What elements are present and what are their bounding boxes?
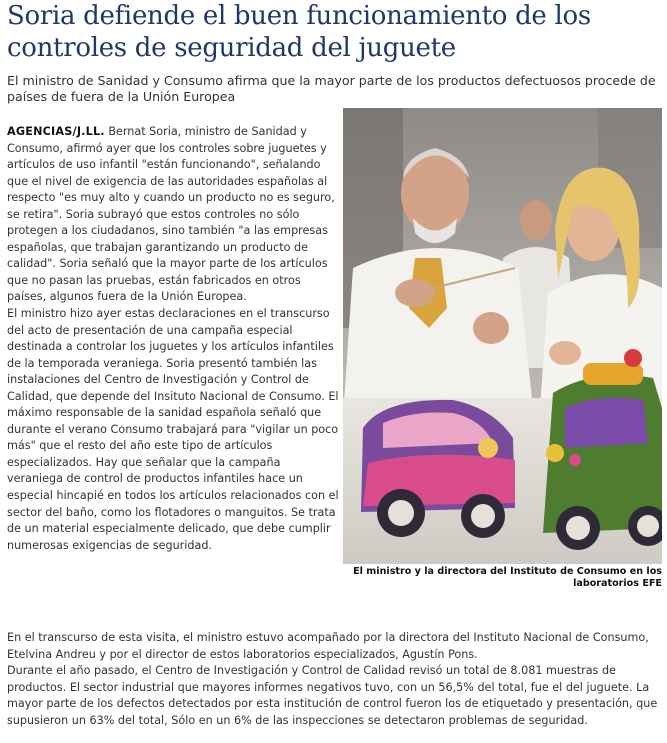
article-headline: Soria defiende el buen funcionamiento de los controles de seguridad del juguete	[7, 1, 591, 63]
paragraph-3: En el transcurso de esta visita, el ministro estuvo acompañado por la directora del Instituto Nacional de Consumo, Etelvina Andreu y por el director de estos laboratorios especializados, Agustín Pons.	[7, 631, 649, 661]
photo-caption: El ministro y la directora del Instituto de Consumo en los laboratorios EFE	[353, 566, 662, 589]
paragraph-1-text: Bernat Soria, ministro de Sanidad y Consumo, afirmó ayer que los controles sobre juguetes y artículos de uso infantil "están funcionando", señalando que el nivel de exigencia de las autoridades españolas al respecto "es muy alto y cuando un producto no es seguro, se retira". Soria subrayó que estos controles no sólo protegen a los ciudadanos, sino también "a las empresas españolas, que trabajan garantizando un producto de calidad". Soria señaló que la mayor parte de los artículos que no pasan las pruebas, están fabricados en otros países, algunos fuera de la Unión Europea.	[7, 125, 335, 304]
article-body-full	[7, 630, 663, 729]
paragraph-1	[7, 124, 339, 306]
article-subtitle: El ministro de Sanidad y Consumo afirma que la mayor parte de los productos defectuosos procede de países de fuera de la Unión Europea	[7, 73, 656, 104]
article-body-column	[7, 124, 339, 554]
article-photo	[343, 108, 662, 564]
paragraph-4: Durante el año pasado, el Centro de Investigación y Control de Calidad revisó un total de 8.081 muestras de productos. El sector industrial que mayores informes negativos tuvo, con un 56,5% del total, fue el del juguete. La mayor parte de los defectos detectados por esta institución de control fueron los de etiquetado y presentación, que supusieron un 63% del total, Sólo en un 6% de las inspecciones se detectaron problemas de seguridad.	[7, 664, 658, 727]
photo-illustration	[343, 108, 662, 564]
byline: AGENCIAS/J.LL.	[7, 125, 105, 138]
paragraph-2: El ministro hizo ayer estas declaraciones en el transcurso del acto de presentación de una campaña especial destinada a controlar los juguetes y los artículos infantiles de la temporada veraniega. Soria presentó también las instalaciones del Centro de Investigación y Control de Calidad, que depende del Insituto Nacional de Consumo. El máximo responsable de la sanidad española señaló que durante el verano Consumo trabajará para "vigilar un poco más" que el resto del año este tipo de artículos especializados. Hay que señalar que la campaña veraniega de control de productos infantiles hace un especial hincapié en todos los artículos relacionados con el sector del baño, como los flotadores o manguitos. Se trata de un material especialmente delicado, que debe cumplir numerosas exigencias de seguridad.	[7, 307, 339, 552]
